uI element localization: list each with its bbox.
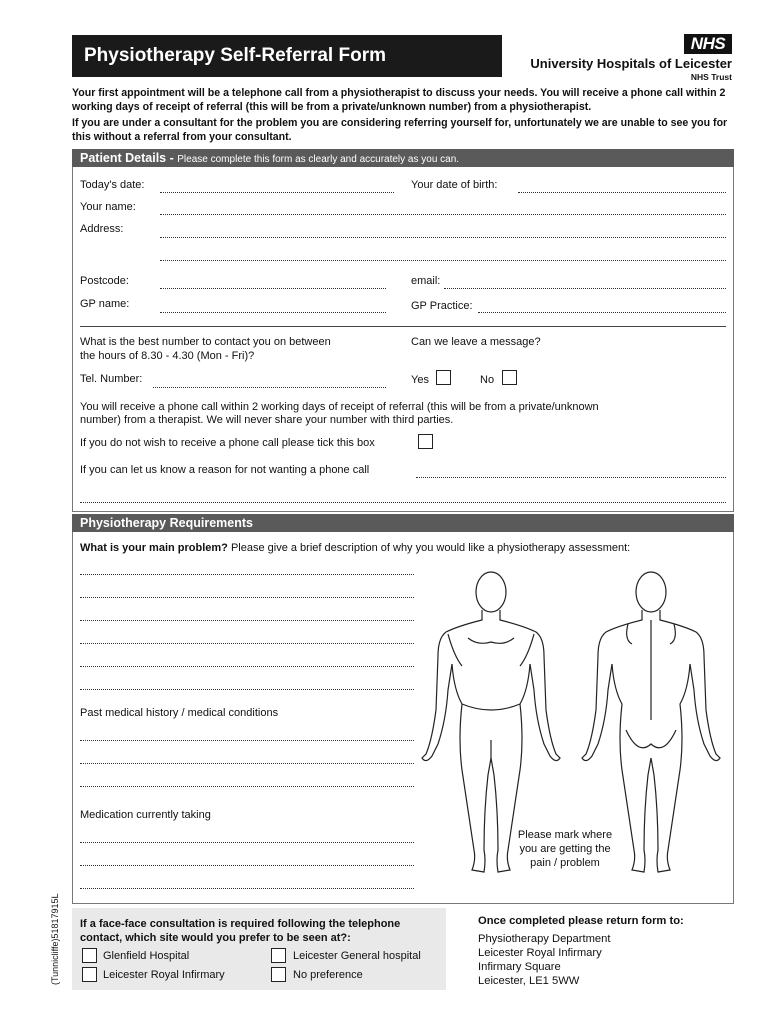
site-question-1: If a face-face consultation is required following the telephone [80, 918, 401, 930]
history-label: Past medical history / medical conditions [80, 707, 279, 719]
problem-line[interactable] [80, 620, 414, 621]
address-label: Address: [80, 223, 124, 235]
postcode-field[interactable] [160, 288, 386, 289]
reason-field-2[interactable] [80, 502, 726, 503]
dob-field[interactable] [518, 192, 726, 193]
mark-line-1: Please mark where [517, 829, 613, 841]
no-preference-label: No preference [293, 969, 363, 981]
footer-code: (Tunnicliffe)51817915L [50, 893, 60, 985]
medication-line[interactable] [80, 842, 414, 843]
section-title: Patient Details - [80, 151, 174, 165]
main-problem-rest: Please give a brief description of why you would like a physiotherapy assessment: [227, 542, 631, 554]
medication-line[interactable] [80, 888, 414, 889]
gp-practice-label: GP Practice: [411, 300, 473, 312]
no-label: No [480, 374, 495, 386]
leave-message-question: Can we leave a message? [411, 336, 541, 348]
site-question [80, 917, 400, 945]
reason-label: If you can let us know a reason for not wanting a phone call [80, 464, 370, 476]
patient-details-header [72, 149, 734, 167]
gp-practice-field[interactable] [478, 312, 726, 313]
tel-number-label: Tel. Number: [80, 373, 143, 385]
return-address [478, 914, 684, 988]
history-line[interactable] [80, 763, 414, 764]
gp-name-field[interactable] [160, 312, 386, 313]
problem-line[interactable] [80, 597, 414, 598]
trust-name: University Hospitals of Leicester [530, 56, 732, 71]
main-problem-bold: What is your main problem? [80, 542, 228, 554]
best-number-question-1: What is the best number to contact you on between [80, 336, 331, 348]
no-call-checkbox[interactable] [418, 434, 433, 449]
glenfield-checkbox[interactable] [82, 948, 97, 963]
front-body-outline [422, 572, 560, 872]
phone-call-notice-1: You will receive a phone call within 2 working days of receipt of referral (this will be from a private/unknown [80, 401, 599, 413]
nhs-logo: NHS [684, 34, 732, 54]
intro-paragraph-1: Your first appointment will be a telephone call from a physiotherapist to discuss your needs. You will receive a phone call within 2 working days of receipt of referral (this will be from a private/unknown number) from a physiotherapist. [72, 87, 726, 113]
trust-subtitle: NHS Trust [690, 72, 732, 82]
mark-line-3: pain / problem [530, 857, 600, 869]
problem-line[interactable] [80, 666, 414, 667]
mark-line-2: you are getting the [519, 843, 611, 855]
royal-infirmary-checkbox[interactable] [82, 967, 97, 982]
address-field-2[interactable] [160, 260, 726, 261]
general-hospital-label: Leicester General hospital [293, 950, 421, 962]
history-line[interactable] [80, 786, 414, 787]
phone-call-notice-2: number) from a therapist. We will never share your number with third parties. [80, 414, 454, 426]
tel-number-field[interactable] [153, 387, 386, 388]
glenfield-label: Glenfield Hospital [103, 950, 190, 962]
return-line: Infirmary Square [478, 961, 561, 973]
return-line: Physiotherapy Department [478, 933, 611, 945]
problem-line[interactable] [80, 689, 414, 690]
mark-instruction [505, 828, 625, 870]
yes-checkbox[interactable] [436, 370, 451, 385]
divider [80, 326, 726, 327]
email-field[interactable] [444, 288, 726, 289]
return-line: Leicester Royal Infirmary [478, 947, 602, 959]
return-line: Leicester, LE1 5WW [478, 975, 580, 987]
postcode-label: Postcode: [80, 275, 129, 287]
medication-line[interactable] [80, 865, 414, 866]
history-line[interactable] [80, 740, 414, 741]
no-checkbox[interactable] [502, 370, 517, 385]
site-question-2: contact, which site would you prefer to be seen at?: [80, 932, 351, 944]
yes-label: Yes [411, 374, 429, 386]
no-call-label: If you do not wish to receive a phone call please tick this box [80, 437, 375, 449]
section-title: Physiotherapy Requirements [80, 516, 253, 530]
intro-paragraph-2: If you are under a consultant for the problem you are considering referring yourself for, unfortunately we are unable to see you for this without a referral from your consultant. [72, 117, 728, 143]
gp-name-label: GP name: [80, 298, 130, 310]
return-heading: Once completed please return form to: [478, 915, 684, 927]
no-preference-checkbox[interactable] [271, 967, 286, 982]
reason-field-1[interactable] [416, 477, 726, 478]
name-field[interactable] [160, 214, 726, 215]
general-hospital-checkbox[interactable] [271, 948, 286, 963]
todays-date-field[interactable] [160, 192, 394, 193]
todays-date-label: Today's date: [80, 179, 145, 191]
royal-infirmary-label: Leicester Royal Infirmary [103, 969, 225, 981]
medication-label: Medication currently taking [80, 809, 211, 821]
best-number-question-2: the hours of 8.30 - 4.30 (Mon - Fri)? [80, 350, 255, 362]
main-problem-question [80, 542, 630, 554]
form-title: Physiotherapy Self-Referral Form [72, 35, 502, 77]
address-field-1[interactable] [160, 237, 726, 238]
section-subtitle: Please complete this form as clearly and accurately as you can. [177, 154, 460, 165]
physio-requirements-header [72, 514, 734, 532]
name-label: Your name: [80, 201, 136, 213]
dob-label: Your date of birth: [411, 179, 498, 191]
email-label: email: [411, 275, 441, 287]
problem-line[interactable] [80, 574, 414, 575]
problem-line[interactable] [80, 643, 414, 644]
back-body-outline [582, 572, 720, 872]
